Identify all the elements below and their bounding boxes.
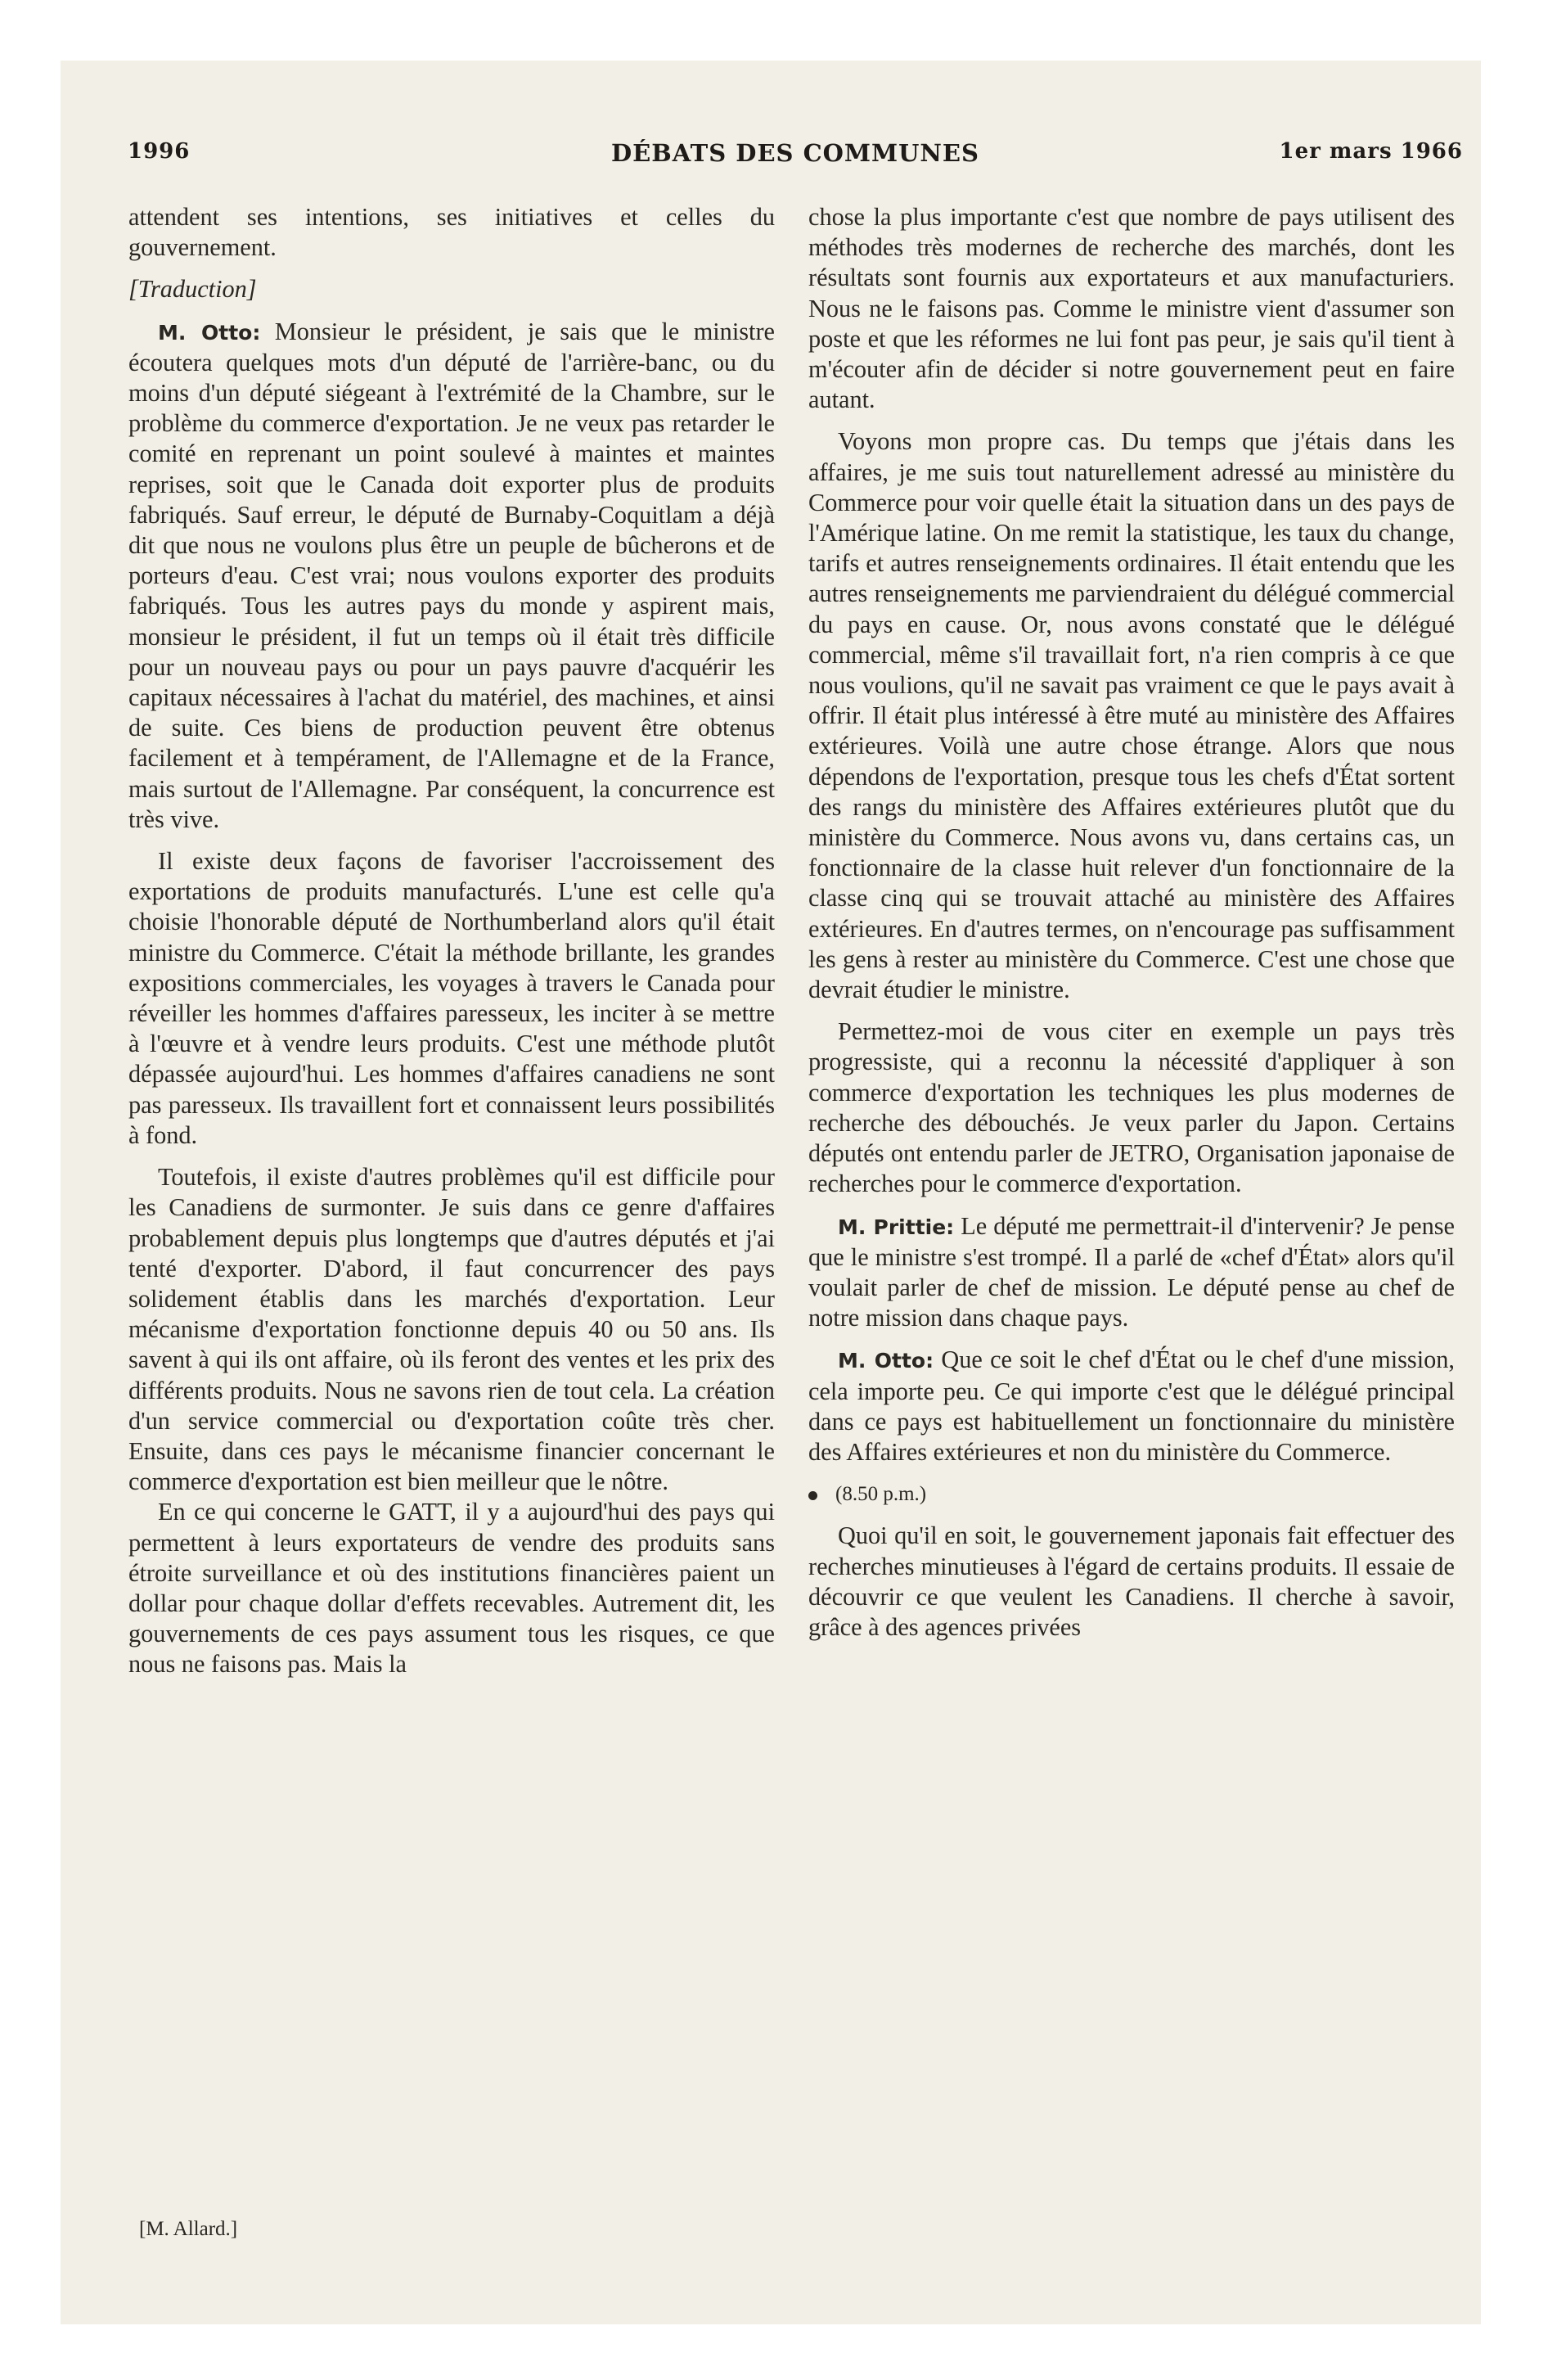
paragraph: Il existe deux façons de favoriser l'accroissement des exportations de produits manufacturés. L'une est celle qu'a choisie l'honorable député de Northumberland alors qu'il était ministre du Commerce. C'était la méthode brillante, les grandes expositions commerciales, les voyages à travers le Canada pour réveiller les hommes d'affaires paresseux, les inciter à se mettre à l'œuvre et à vendre leurs produits. C'est une méthode plutôt dépassée aujourd'hui. Les hommes d'affaires canadiens ne sont pas paresseux. Ils travaillent fort et connaissent leurs possibilités à fond. xyxy=(128,847,775,1149)
speaker-name: M. Otto: xyxy=(838,1349,934,1373)
left-column xyxy=(128,202,775,1680)
paragraph: M. Prittie: Le député me permettrait-il d'intervenir? Je pense que le ministre s'est trompé. Il a parlé de «chef d'État» alors qu'il voulait parler de chef de mission. Le député pense au chef de notre mission dans chaque pays. xyxy=(808,1211,1455,1332)
page-footer: [M. Allard.] xyxy=(139,2218,238,2240)
running-title: DÉBATS DES COMMUNES xyxy=(611,139,979,167)
paragraph: Quoi qu'il en soit, le gouvernement japonais fait effectuer des recherches minutieuses à l'égard de certains produits. Il essaie de découvrir ce que veulent les Canadiens. Il cherche à savoir, grâce à des agences privées xyxy=(808,1521,1455,1641)
paragraph: Toutefois, il existe d'autres problèmes qu'il est difficile pour les Canadiens de surmonter. Je suis dans ce genre d'affaires probablement depuis plus longtemps que d'autres députés et j'ai tenté d'exporter. D'abord, il faut concurrencer des pays solidement établis dans les marchés d'exportation. Leur mécanisme d'exportation fonctionne depuis 40 ou 50 ans. Ils savent à qui ils ont affaire, où ils feront des ventes et les prix des différents produits. Nous ne savons rien de tout cela. La création d'un service commercial ou d'exportation coûte très cher. Ensuite, dans ces pays le mécanisme financier concernant le commerce d'exportation est bien meilleur que le nôtre. xyxy=(128,1163,775,1496)
paragraph: chose la plus importante c'est que nombre de pays utilisent des méthodes très modernes de recherche des marchés, dont les résultats sont fournis aux exportateurs et aux manufacturiers. Nous ne le faisons pas. Comme le ministre vient d'assumer son poste et que les réformes ne lui font pas peur, je sais qu'il tient à m'écouter afin de décider si notre gouvernement peut en faire autant. xyxy=(808,203,1455,414)
paragraph: M. Otto: Monsieur le président, je sais que le ministre écoutera quelques mots d'un député de l'arrière-banc, ou du moins d'un député siégeant à l'extrémité de la Chambre, sur le problème du commerce d'exportation. Je ne veux pas retarder le comité en reprenant un point soulevé à maintes et maintes reprises, soit que le Canada doit exporter plus de produits fabriqués. Sauf erreur, le député de Burnaby-Coquitlam a déjà dit que nous ne voulons plus être un peuple de bûcherons et de porteurs d'eau. C'est vrai; nous voulons exporter des produits fabriqués. Tous les autres pays du monde y aspirent mais, monsieur le président, il fut un temps où il était très difficile pour un nouveau pays ou pour un pays pauvre d'acquérir les capitaux nécessaires à l'achat du matériel, des machines, et ainsi de suite. Ces biens de production peuvent être obtenus facilement et à tempérament, de l'Allemagne et de la France, mais surtout de l'Allemagne. Par conséquent, la concurrence est très vive. xyxy=(128,317,775,833)
paragraph: En ce qui concerne le GATT, il y a aujourd'hui des pays qui permettent à leurs exportateurs de vendre des produits sans étroite surveillance et où des institutions financières paient un dollar pour chaque dollar d'effets recevables. Autrement dit, les gouvernements de ces pays assument tous les risques, ce que nous ne faisons pas. Mais la xyxy=(128,1498,775,1679)
paragraph: Permettez-moi de vous citer en exemple un pays très progressiste, qui a reconnu la nécessité d'appliquer à son commerce d'exportation les techniques les plus modernes de recherche des débouchés. Je veux parler du Japon. Certains députés ont entendu parler de JETRO, Organisation japonaise de recherches pour le commerce d'exportation. xyxy=(808,1017,1455,1198)
page-date: 1er mars 1966 xyxy=(1279,139,1463,164)
page-header xyxy=(128,139,1463,172)
time-marker: (8.50 p.m.) xyxy=(808,1479,1455,1509)
paragraph: Voyons mon propre cas. Du temps que j'étais dans les affaires, je me suis tout naturellement adressé au ministère du Commerce pour voir quelle était la situation dans un des pays de l'Amérique latine. On me remit la statistique, les taux du change, tarifs et autres renseignements ordinaires. Il était entendu que les autres renseignements me parviendraient du délégué commercial du pays en cause. Or, nous avons constaté que le délégué commercial, même s'il travaillait fort, n'a rien compris à ce que nous voulions, qu'il ne savait pas vraiment ce que le pays avait à offrir. Il était plus intéressé à être muté au ministère des Affaires extérieures. Voilà une autre chose étrange. Alors que nous dépendons de l'exportation, presque tous les chefs d'État sortent des rangs du ministère des Affaires extérieures plutôt que du ministère du Commerce. Nous avons vu, dans certains cas, un fonctionnaire de la classe huit relever d'un fonctionnaire de la classe cinq qui se trouvait attaché au ministère des Affaires extérieures. En d'autres termes, on n'encourage pas suffisamment les gens à rester au ministère du Commerce. C'est une chose que devrait étudier le ministre. xyxy=(808,427,1455,1004)
paragraph: attendent ses intentions, ses initiatives et celles du gouvernement. xyxy=(128,203,775,262)
bullet-icon xyxy=(808,1491,817,1500)
speaker-name: M. Otto: xyxy=(158,320,261,345)
translation-note: [Traduction] xyxy=(128,275,257,304)
paragraph: M. Otto: Que ce soit le chef d'État ou le chef d'une mission, cela importe peu. Ce qui importe c'est que le délégué principal dans ce pays est habituellement un fonctionnaire du ministère des Affaires extérieures et non du ministère du Commerce. xyxy=(808,1346,1455,1466)
speaker-name: M. Prittie: xyxy=(838,1215,955,1239)
right-column xyxy=(808,202,1455,1643)
page-number: 1996 xyxy=(128,139,191,164)
